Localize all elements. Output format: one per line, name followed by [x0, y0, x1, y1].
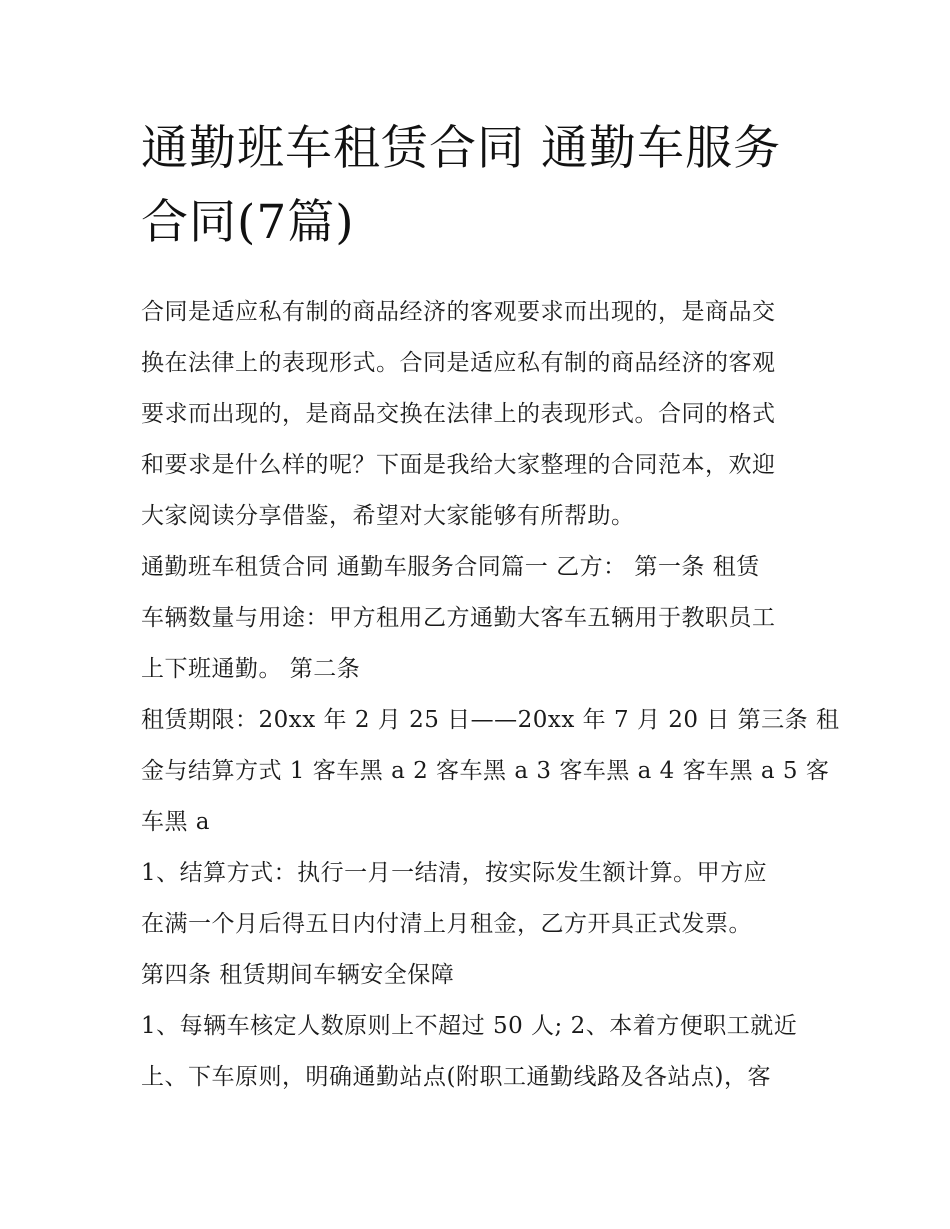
paragraph-intro: [141, 287, 813, 542]
paragraph-lease-term: [141, 695, 840, 848]
text-line: 车黑 a: [141, 809, 211, 835]
text-line: 通勤班车租赁合同 通勤车服务合同篇一 乙方： 第一条 租赁: [141, 554, 760, 580]
text-line: 第四条 租赁期间车辆安全保障: [141, 962, 455, 988]
text-line: 和要求是什么样的呢？下面是我给大家整理的合同范本，欢迎: [141, 452, 776, 478]
text-line: 1、每辆车核定人数原则上不超过 50 人; 2、本着方便职工就近: [141, 1013, 798, 1039]
text-line: 上、下车原则，明确通勤站点(附职工通勤线路及各站点)，客: [141, 1064, 771, 1090]
document-title: [141, 112, 813, 260]
paragraph-article-1: [141, 542, 813, 695]
document-body: [141, 112, 840, 1103]
text-line: 大家阅读分享借鉴，希望对大家能够有所帮助。: [141, 503, 635, 529]
paragraph-safety: [141, 1001, 813, 1103]
title-line-2: 合同(7篇): [141, 195, 355, 250]
text-line: 1、结算方式：执行一月一结清，按实际发生额计算。甲方应: [141, 860, 768, 886]
text-line: 换在法律上的表现形式。合同是适应私有制的商品经济的客观: [141, 350, 776, 376]
text-line: 上下班通勤。 第二条: [141, 656, 361, 682]
text-line: 租赁期限：20xx 年 2 月 25 日——20xx 年 7 月 20 日 第三条 租: [141, 707, 840, 733]
text-line: 合同是适应私有制的商品经济的客观要求而出现的，是商品交: [141, 299, 776, 325]
text-line: 要求而出现的，是商品交换在法律上的表现形式。合同的格式: [141, 401, 776, 427]
paragraph-settlement: [141, 848, 813, 950]
text-line: 在满一个月后得五日内付清上月租金，乙方开具正式发票。: [141, 911, 752, 937]
text-line: 车辆数量与用途：甲方租用乙方通勤大客车五辆用于教职员工: [141, 605, 776, 631]
text-line: 金与结算方式 1 客车黑 a 2 客车黑 a 3 客车黑 a 4 客车黑 a 5 客: [141, 758, 830, 784]
title-line-1: 通勤班车租赁合同 通勤车服务: [141, 121, 781, 176]
paragraph-article-4-heading: [141, 950, 813, 1001]
